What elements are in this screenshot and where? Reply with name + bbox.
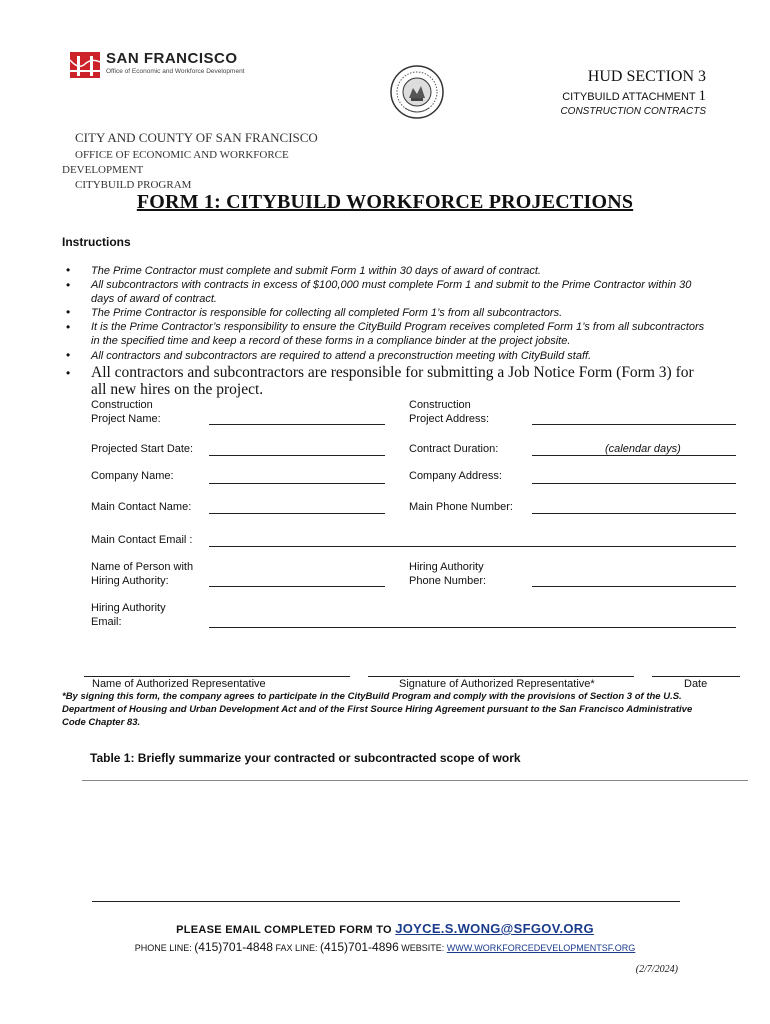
logo-brand-text: SAN FRANCISCO (106, 50, 238, 67)
main-contact-name-field[interactable] (209, 513, 385, 514)
main-phone-field[interactable] (532, 513, 736, 514)
hud-section-heading: HUD SECTION 3 (587, 68, 706, 85)
fax-label: FAX LINE: (275, 943, 318, 953)
org-program: CITYBUILD PROGRAM (75, 179, 192, 191)
instructions-heading: Instructions (62, 235, 131, 249)
authorized-signature-label: Signature of Authorized Representative* (399, 678, 595, 690)
date-label: Date (684, 678, 708, 690)
start-date-field[interactable] (209, 455, 385, 456)
start-date-label: Projected Start Date: (91, 443, 194, 455)
main-contact-email-field[interactable] (209, 546, 736, 547)
instruction-item: The Prime Contractor is responsible for collecting all completed Form 1’s from all subcontractors. (91, 307, 563, 319)
email-link[interactable]: JOYCE.S.WONG@SFGOV.ORG (395, 921, 594, 936)
signature-disclaimer: *By signing this form, the company agrees to participate in the CityBuild Program and comply with the provisions of Section 3 of the U.S. Department of Housing and Urban Development Act and of the First Source Hiring Agreement pursuant to the San Francisco Administrative Code Chapter 83. (62, 691, 693, 728)
hiring-person-field[interactable] (209, 586, 385, 587)
website-label: WEBSITE: (401, 943, 445, 953)
attachment-number: 1 (698, 88, 706, 104)
instruction-item: The Prime Contractor must complete and submit Form 1 within 30 days of award of contract. (91, 265, 541, 277)
company-address-label: Company Address: (409, 470, 502, 482)
authorized-name-field[interactable] (84, 676, 350, 677)
phone-number: (415)701-4848 (194, 940, 273, 954)
project-address-field[interactable] (532, 424, 736, 425)
instruction-item: It is the Prime Contractor’s responsibility to ensure the CityBuild Program receives completed Form 1’s from all subcontractors in the specified time and keep a record of these forms in a compliance binder at the project jobsite. (91, 321, 705, 347)
revision-date: (2/7/2024) (635, 964, 678, 975)
hiring-email-field[interactable] (209, 627, 736, 628)
instruction-item: All contractors and subcontractors are required to attend a preconstruction meeting with CityBuild staff. (91, 350, 592, 362)
org-office: OFFICE OF ECONOMIC AND WORKFORCE (75, 149, 289, 161)
hiring-person-label: Name of Person with Hiring Authority: (91, 561, 194, 587)
form-title: FORM 1: CITYBUILD WORKFORCE PROJECTIONS (136, 191, 634, 213)
attachment-heading (562, 88, 706, 105)
project-address-label: Construction Project Address: (409, 399, 490, 425)
project-name-label: Construction Project Name: (91, 399, 161, 425)
bullet-icon: • (66, 320, 71, 334)
contact-info (0, 940, 770, 954)
project-name-field[interactable] (209, 424, 385, 425)
city-seal-icon (389, 64, 445, 120)
instruction-item: All contractors and subcontractors are responsible for submitting a Job Notice Form (Form 3) for all new hires on the project. (91, 364, 694, 398)
table1-heading: Table 1: Briefly summarize your contracted or subcontracted scope of work (90, 751, 521, 765)
bullet-icon: • (66, 366, 71, 380)
phone-label: PHONE LINE: (134, 943, 192, 953)
contract-duration-label: Contract Duration: (409, 443, 499, 455)
hiring-phone-field[interactable] (532, 586, 736, 587)
main-contact-name-label: Main Contact Name: (91, 501, 192, 513)
calendar-days-hint: (calendar days) (605, 443, 681, 455)
bullet-icon: • (66, 348, 71, 362)
company-address-field[interactable] (532, 483, 736, 484)
bullet-icon: • (66, 305, 71, 319)
scope-of-work-field-top[interactable] (82, 780, 748, 781)
fax-number: (415)701-4896 (320, 940, 399, 954)
main-phone-label: Main Phone Number: (409, 501, 513, 513)
construction-contracts-heading: CONSTRUCTION CONTRACTS (560, 106, 706, 117)
authorized-name-label: Name of Authorized Representative (92, 678, 266, 690)
attachment-label: CITYBUILD ATTACHMENT (562, 91, 696, 103)
signature-date-field[interactable] (652, 676, 740, 677)
email-prefix: PLEASE EMAIL COMPLETED FORM TO (176, 924, 392, 936)
golden-gate-bridge-icon (70, 52, 100, 78)
company-name-field[interactable] (209, 483, 385, 484)
logo-subtitle: Office of Economic and Workforce Development (106, 68, 245, 75)
bullet-icon: • (66, 278, 71, 292)
authorized-signature-field[interactable] (368, 676, 634, 677)
bullet-icon: • (66, 263, 71, 277)
website-link[interactable]: WWW.WORKFORCEDEVELOPMENTSF.ORG (446, 943, 636, 953)
org-city-county: CITY AND COUNTY OF SAN FRANCISCO (75, 130, 318, 145)
org-development: DEVELOPMENT (62, 164, 144, 176)
hiring-email-label: Hiring Authority Email: (91, 602, 166, 628)
sf-oewd-logo (70, 52, 260, 78)
scope-of-work-field-bottom[interactable] (92, 901, 680, 902)
hiring-phone-label: Hiring Authority Phone Number: (409, 561, 487, 587)
company-name-label: Company Name: (91, 470, 174, 482)
main-contact-email-label: Main Contact Email : (91, 534, 193, 546)
email-instruction (0, 921, 770, 936)
instruction-item: All subcontractors with contracts in excess of $100,000 must complete Form 1 and submit to the Prime Contractor within 30 days of award of contract. (91, 279, 692, 305)
